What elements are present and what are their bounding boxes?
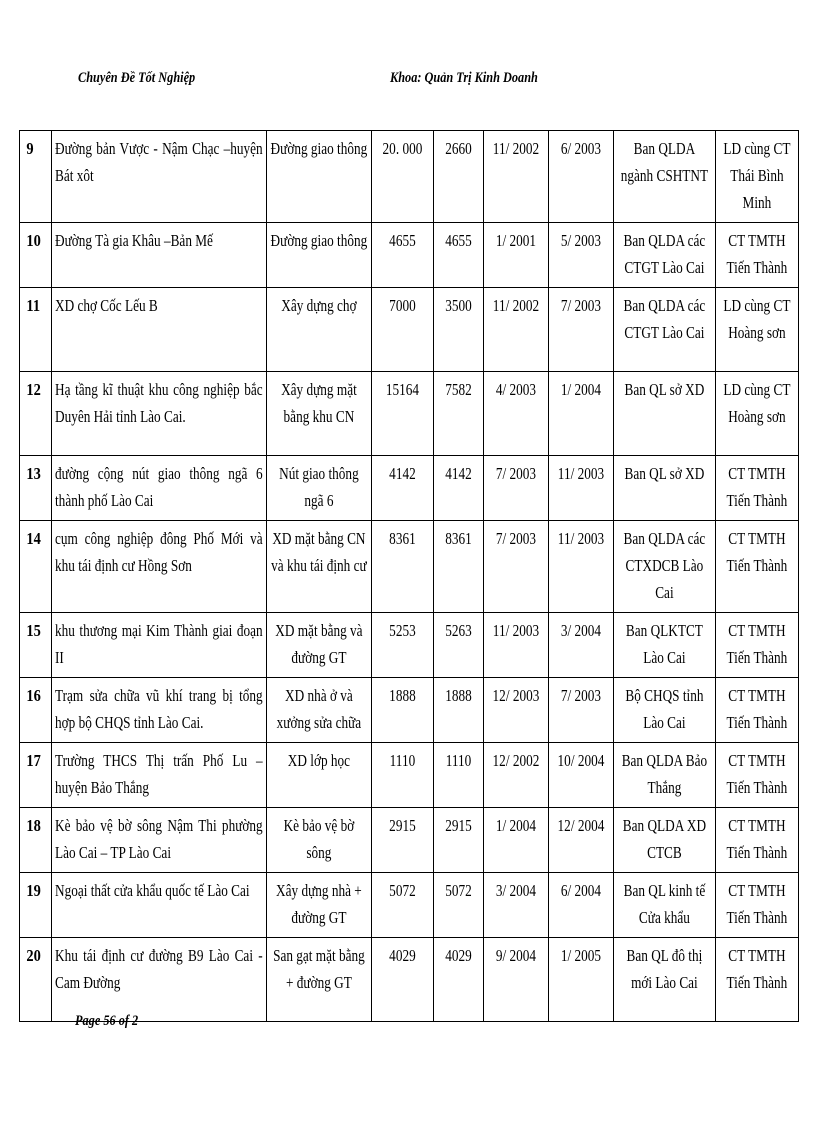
value-done-cell	[434, 678, 484, 743]
start-date-text: 12/ 2003	[492, 686, 540, 705]
start-date-text: 7/ 2003	[495, 464, 537, 483]
project-name-cell	[52, 372, 267, 456]
contractor-cell	[716, 131, 799, 223]
contractor-text: CT TMTH Tiến Thành	[726, 464, 788, 510]
table-row	[20, 808, 799, 873]
project-type-text: Xây dựng nhà + đường GT	[276, 881, 362, 927]
start-date-cell	[484, 456, 549, 521]
table-row	[20, 456, 799, 521]
project-name-cell	[52, 288, 267, 372]
start-date-cell	[484, 808, 549, 873]
project-type-cell	[267, 223, 372, 288]
project-type-text: Kè bảo vệ bờ sông	[283, 816, 355, 862]
value-done-cell	[434, 743, 484, 808]
value-total-cell	[372, 873, 434, 938]
project-name-text: khu thương mại Kim Thành giai đoạn II	[55, 621, 263, 667]
end-date-cell	[549, 372, 614, 456]
owner-cell	[614, 131, 716, 223]
project-name-text: cụm công nghiệp đông Phố Mới và khu tái định cư Hồng Sơn	[55, 529, 263, 575]
end-date-cell	[549, 613, 614, 678]
project-name-cell	[52, 613, 267, 678]
value-done-cell	[434, 288, 484, 372]
row-number-cell	[20, 223, 52, 288]
project-type-cell	[267, 613, 372, 678]
contractor-text: CT TMTH Tiến Thành	[726, 751, 788, 797]
owner-cell	[614, 521, 716, 613]
owner-cell	[614, 372, 716, 456]
row-number-text: 10	[26, 231, 41, 250]
owner-text: Ban QLDA ngành CSHTNT	[620, 139, 709, 185]
header-right: Khoa: Quản Trị Kinh Doanh	[390, 70, 538, 86]
project-name-text: Đường Tà gia Khâu –Bản Mế	[55, 231, 213, 250]
project-name-text: Kè bảo vệ bờ sông Nậm Thi phường Lào Cai – TP Lào Cai	[55, 816, 263, 862]
owner-text: Bộ CHQS tỉnh Lào Cai	[625, 686, 704, 732]
table-row	[20, 873, 799, 938]
row-number-text: 19	[26, 881, 41, 900]
project-type-text: XD nhà ở và xưởng sửa chữa	[276, 686, 362, 732]
owner-cell	[614, 743, 716, 808]
table-row	[20, 288, 799, 372]
contractor-text: LD cùng CT Thái Bình Minh	[723, 139, 791, 212]
value-done-text: 4142	[445, 464, 472, 483]
value-total-text: 2915	[389, 816, 416, 835]
value-total-cell	[372, 613, 434, 678]
row-number-cell	[20, 678, 52, 743]
value-done-text: 2660	[445, 139, 472, 158]
owner-cell	[614, 288, 716, 372]
project-name-text: Trạm sửa chữa vũ khí trang bị tổng hợp bộ CHQS tỉnh Lào Cai.	[55, 686, 263, 732]
end-date-cell	[549, 223, 614, 288]
table-row	[20, 223, 799, 288]
value-total-cell	[372, 521, 434, 613]
value-done-cell	[434, 372, 484, 456]
owner-text: Ban QLDA các CTGT Lào Cai	[623, 296, 706, 342]
contractor-cell	[716, 456, 799, 521]
value-total-text: 1110	[389, 751, 416, 770]
value-total-cell	[372, 288, 434, 372]
project-name-text: Đường bản Vược - Nậm Chạc –huyện Bát xôt	[55, 139, 263, 185]
value-done-text: 4029	[445, 946, 472, 965]
owner-cell	[614, 223, 716, 288]
contractor-cell	[716, 288, 799, 372]
projects-table	[19, 130, 799, 1022]
owner-cell	[614, 678, 716, 743]
start-date-cell	[484, 938, 549, 1022]
value-total-text: 5253	[389, 621, 416, 640]
project-name-cell	[52, 808, 267, 873]
value-total-text: 4142	[389, 464, 416, 483]
value-done-text: 2915	[445, 816, 472, 835]
value-total-cell	[372, 743, 434, 808]
contractor-text: CT TMTH Tiến Thành	[726, 621, 788, 667]
value-done-cell	[434, 223, 484, 288]
value-total-text: 5072	[389, 881, 416, 900]
value-done-cell	[434, 808, 484, 873]
project-type-cell	[267, 521, 372, 613]
row-number-text: 11	[26, 296, 41, 315]
table-row	[20, 613, 799, 678]
start-date-text: 7/ 2003	[495, 529, 537, 548]
owner-text: Ban QL sở XD	[624, 464, 705, 483]
start-date-text: 12/ 2002	[492, 751, 540, 770]
row-number-text: 14	[26, 529, 41, 548]
value-total-text: 15164	[385, 380, 420, 399]
end-date-text: 11/ 2003	[557, 464, 605, 483]
project-type-cell	[267, 678, 372, 743]
owner-cell	[614, 873, 716, 938]
value-done-cell	[434, 456, 484, 521]
start-date-cell	[484, 288, 549, 372]
contractor-cell	[716, 938, 799, 1022]
contractor-text: CT TMTH Tiến Thành	[726, 946, 788, 992]
project-name-text: Khu tái định cư đường B9 Lào Cai - Cam Đường	[55, 946, 263, 992]
contractor-cell	[716, 873, 799, 938]
table-row	[20, 743, 799, 808]
row-number-cell	[20, 938, 52, 1022]
project-type-cell	[267, 372, 372, 456]
end-date-cell	[549, 131, 614, 223]
row-number-text: 16	[26, 686, 41, 705]
value-done-text: 1888	[445, 686, 472, 705]
row-number-text: 15	[26, 621, 41, 640]
project-type-cell	[267, 938, 372, 1022]
start-date-text: 4/ 2003	[495, 380, 537, 399]
table-row	[20, 521, 799, 613]
end-date-cell	[549, 521, 614, 613]
value-total-text: 4655	[389, 231, 416, 250]
project-type-cell	[267, 808, 372, 873]
owner-cell	[614, 808, 716, 873]
contractor-text: LD cùng CT Hoàng sơn	[723, 380, 791, 426]
project-type-text: XD mặt bằng CN và khu tái định cư	[271, 529, 367, 575]
start-date-cell	[484, 678, 549, 743]
project-name-text: đường cộng nút giao thông ngã 6 thành phố Lào Cai	[55, 464, 263, 510]
row-number-text: 17	[26, 751, 41, 770]
value-done-cell	[434, 613, 484, 678]
start-date-text: 11/ 2003	[492, 621, 540, 640]
end-date-text: 10/ 2004	[557, 751, 605, 770]
contractor-text: CT TMTH Tiến Thành	[726, 231, 788, 277]
project-name-cell	[52, 678, 267, 743]
project-type-text: Đường giao thông	[270, 139, 368, 158]
row-number-cell	[20, 372, 52, 456]
start-date-cell	[484, 372, 549, 456]
contractor-cell	[716, 743, 799, 808]
contractor-cell	[716, 223, 799, 288]
start-date-cell	[484, 873, 549, 938]
start-date-cell	[484, 131, 549, 223]
contractor-text: CT TMTH Tiến Thành	[726, 529, 788, 575]
start-date-cell	[484, 743, 549, 808]
project-name-cell	[52, 131, 267, 223]
value-done-cell	[434, 131, 484, 223]
project-type-text: Đường giao thông	[270, 231, 368, 250]
contractor-cell	[716, 521, 799, 613]
start-date-text: 3/ 2004	[495, 881, 537, 900]
value-total-cell	[372, 456, 434, 521]
value-total-cell	[372, 131, 434, 223]
value-done-text: 7582	[445, 380, 472, 399]
owner-text: Ban QLKTCT Lào Cai	[625, 621, 703, 667]
owner-text: Ban QLDA các CTGT Lào Cai	[623, 231, 706, 277]
value-total-cell	[372, 223, 434, 288]
row-number-cell	[20, 613, 52, 678]
owner-cell	[614, 938, 716, 1022]
contractor-cell	[716, 808, 799, 873]
start-date-text: 1/ 2004	[495, 816, 537, 835]
table-row	[20, 131, 799, 223]
project-type-text: XD mặt bằng và đường GT	[275, 621, 363, 667]
row-number-cell	[20, 456, 52, 521]
value-done-text: 5263	[445, 621, 472, 640]
page-footer: Page 56 of 2	[75, 1013, 139, 1029]
owner-text: Ban QLDA XD CTCB	[622, 816, 707, 862]
project-type-text: XD lớp học	[287, 751, 351, 770]
table-row	[20, 678, 799, 743]
contractor-text: LD cùng CT Hoàng sơn	[723, 296, 791, 342]
contractor-text: CT TMTH Tiến Thành	[726, 881, 788, 927]
project-name-text: Hạ tầng kĩ thuật khu công nghiệp bắc Duyên Hải tỉnh Lào Cai.	[55, 380, 263, 426]
value-total-cell	[372, 372, 434, 456]
contractor-cell	[716, 613, 799, 678]
end-date-text: 7/ 2003	[560, 296, 602, 315]
start-date-text: 11/ 2002	[492, 139, 540, 158]
value-done-cell	[434, 938, 484, 1022]
row-number-cell	[20, 808, 52, 873]
value-total-cell	[372, 938, 434, 1022]
project-name-cell	[52, 223, 267, 288]
project-type-text: Nút giao thông ngã 6	[279, 464, 359, 510]
row-number-text: 20	[26, 946, 41, 965]
end-date-text: 6/ 2004	[560, 881, 602, 900]
project-name-cell	[52, 938, 267, 1022]
project-name-cell	[52, 521, 267, 613]
row-number-text: 12	[26, 380, 41, 399]
start-date-cell	[484, 613, 549, 678]
project-type-text: Xây dựng mặt bằng khu CN	[281, 380, 357, 426]
table-row	[20, 938, 799, 1022]
value-total-text: 8361	[389, 529, 416, 548]
project-type-text: San gạt mặt bằng + đường GT	[273, 946, 365, 992]
row-number-cell	[20, 288, 52, 372]
owner-cell	[614, 456, 716, 521]
end-date-cell	[549, 288, 614, 372]
value-done-text: 1110	[445, 751, 472, 770]
end-date-text: 6/ 2003	[560, 139, 602, 158]
value-done-text: 5072	[445, 881, 472, 900]
project-type-cell	[267, 873, 372, 938]
row-number-text: 9	[26, 139, 34, 158]
project-name-cell	[52, 743, 267, 808]
end-date-text: 5/ 2003	[560, 231, 602, 250]
end-date-text: 12/ 2004	[557, 816, 605, 835]
owner-text: Ban QL sở XD	[624, 380, 705, 399]
project-type-cell	[267, 131, 372, 223]
value-total-text: 1888	[389, 686, 416, 705]
end-date-cell	[549, 808, 614, 873]
value-total-cell	[372, 808, 434, 873]
row-number-cell	[20, 873, 52, 938]
table-row	[20, 372, 799, 456]
owner-text: Ban QL kinh tế Cửa khẩu	[623, 881, 706, 927]
value-total-cell	[372, 678, 434, 743]
value-done-text: 4655	[445, 231, 472, 250]
start-date-text: 9/ 2004	[495, 946, 537, 965]
start-date-cell	[484, 223, 549, 288]
contractor-text: CT TMTH Tiến Thành	[726, 686, 788, 732]
header-left: Chuyên Đề Tốt Nghiệp	[78, 70, 196, 86]
end-date-text: 1/ 2005	[560, 946, 602, 965]
row-number-cell	[20, 131, 52, 223]
end-date-text: 11/ 2003	[557, 529, 605, 548]
end-date-text: 3/ 2004	[560, 621, 602, 640]
project-name-cell	[52, 456, 267, 521]
end-date-cell	[549, 938, 614, 1022]
value-total-text: 7000	[389, 296, 416, 315]
end-date-text: 7/ 2003	[560, 686, 602, 705]
owner-cell	[614, 613, 716, 678]
row-number-text: 13	[26, 464, 41, 483]
contractor-text: CT TMTH Tiến Thành	[726, 816, 788, 862]
value-total-text: 4029	[389, 946, 416, 965]
end-date-cell	[549, 456, 614, 521]
project-type-cell	[267, 288, 372, 372]
value-done-text: 8361	[445, 529, 472, 548]
project-type-cell	[267, 456, 372, 521]
row-number-cell	[20, 743, 52, 808]
end-date-text: 1/ 2004	[560, 380, 602, 399]
value-done-cell	[434, 521, 484, 613]
value-done-text: 3500	[445, 296, 472, 315]
end-date-cell	[549, 743, 614, 808]
project-name-text: Ngoại thất cửa khẩu quốc tế Lào Cai	[55, 881, 250, 900]
row-number-text: 18	[26, 816, 41, 835]
value-done-cell	[434, 873, 484, 938]
project-name-text: XD chợ Cốc Lếu B	[55, 296, 158, 315]
project-name-cell	[52, 873, 267, 938]
owner-text: Ban QLDA các CTXDCB Lào Cai	[623, 529, 706, 602]
row-number-cell	[20, 521, 52, 613]
contractor-cell	[716, 372, 799, 456]
contractor-cell	[716, 678, 799, 743]
value-total-text: 20. 000	[382, 139, 423, 158]
owner-text: Ban QLDA Bảo Thắng	[621, 751, 708, 797]
end-date-cell	[549, 678, 614, 743]
start-date-text: 1/ 2001	[495, 231, 537, 250]
start-date-text: 11/ 2002	[492, 296, 540, 315]
project-name-text: Trường THCS Thị trấn Phố Lu – huyện Bảo Thắng	[55, 751, 263, 797]
project-type-text: Xây dựng chợ	[281, 296, 357, 315]
owner-text: Ban QL đô thị mới Lào Cai	[626, 946, 703, 992]
project-type-cell	[267, 743, 372, 808]
end-date-cell	[549, 873, 614, 938]
start-date-cell	[484, 521, 549, 613]
